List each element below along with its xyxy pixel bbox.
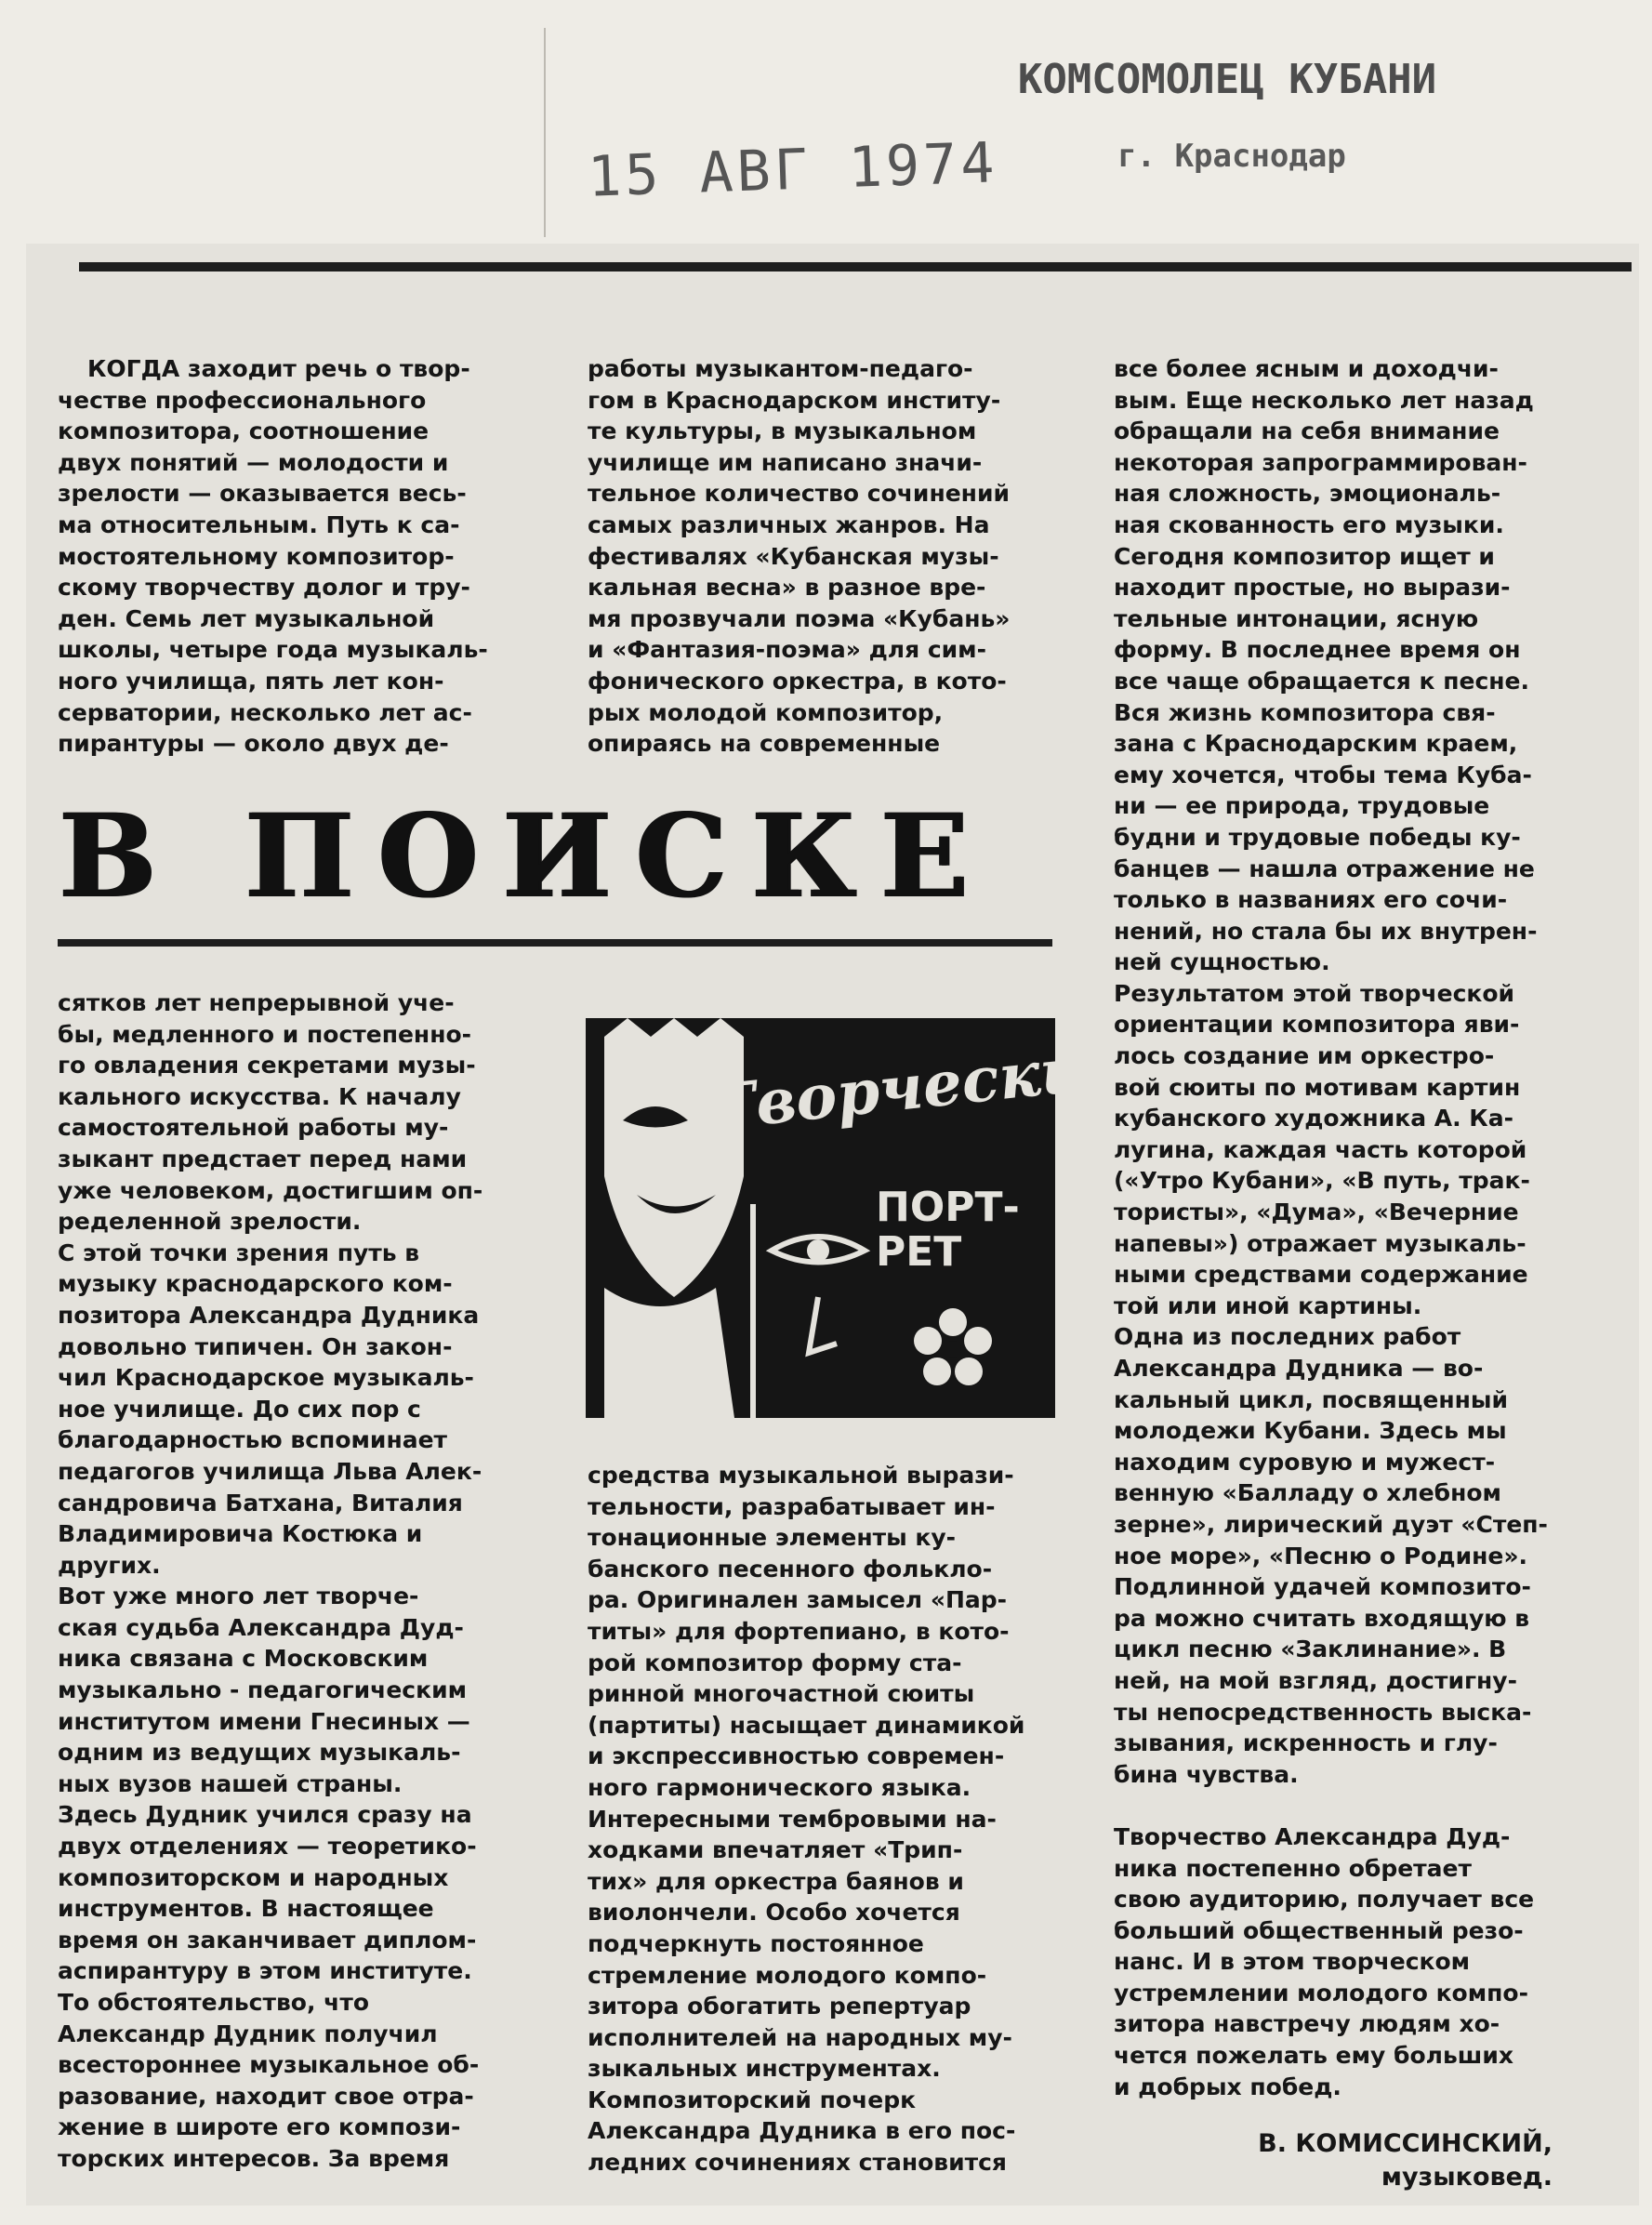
date-stamp: 15 АВГ 1974 xyxy=(586,130,999,210)
column-1-bottom: сятков лет непрерывной уче- бы, медленного и постепенно- го овладения секретами музы- кального искусства. К началу самостоятельной работы му- зыкант предстает перед нами уже человеком, достигшим оп- ределенной зрелости. С этой точки зрения путь в музыку краснодарского ком- позитора Александра Дудника довольно типичен. Он закон- чил Краснодарское музыкаль- ное училище. До сих пор с благодарностью вспоминает педагогов училища Льва Алек- сандровича Батхана, Виталия Владимировича Костюка и других. Вот уже много лет творче- ская судьба Александра Дуд- ника связана с Московским музыкально - педагогическим институтом имени Гнесиных — одним из ведущих музыкаль- ных вузов нашей страны. Здесь Дудник учился сразу на двух отделениях — теоретико- композиторском и народных инструментов. В настоящее время он заканчивает диплом- аспирантуру в этом институте. То обстоятельство, что Александр Дудник получил всестороннее музыкальное об- разование, находит свое отра- жение в широте его компози- торских интересов. За время xyxy=(58,989,483,2172)
rubric-subtitle: ПОРТ- РЕТ xyxy=(876,1184,1020,1276)
top-rule xyxy=(79,262,1632,272)
flower-icon xyxy=(911,1306,995,1390)
signature xyxy=(1218,2127,1553,2194)
rubric-title: Творческий xyxy=(707,1027,1133,1145)
column-2-top: работы музыкантом-педаго- гом в Краснодарском институ- те культуры, в музыкальном училище им написано значи- тельное количество сочинений самых различных жанров. На фестивалях «Кубанская музы- кальная весна» в разное вре- мя прозвучали поэма «Кубань» и «Фантазия-поэма» для сим- фонического оркестра, в кото- рых молодой композитор, опираясь на современные xyxy=(588,355,1011,758)
rubric-logo xyxy=(586,1018,1133,1418)
column-1-top: КОГДА заходит речь о твор- честве профессионального композитора, соотношение двух понятий — молодости и зрелости — оказывается весь- ма относительным. Путь к са- мостоятельному композитор- скому творчеству долог и тру- ден. Семь лет музыкальной школы, четыре года музыкаль- ного училища, пять лет кон- серватории, несколько лет ас- пирантуры — около двух де- xyxy=(58,355,488,758)
column-2-bottom: средства музыкальной вырази- тельности, разрабатывает ин- тонационные элементы ку- банского песенного фольклo- ра. Оригинален замысел «Пар- титы» для фортепиано, в кото- рой композитор форму ста- ринной многочастной сюиты (партиты) насыщает динамикой и экспрессивностью современ- ного гармонического языка. Интересными тембровыми на- ходками впечатляет «Трип- тих» для оркестра баянов и виолончели. Особо хочется подчеркнуть постоянное стремление молодого компо- зитора обогатить репертуар исполнителей на народных му- зыкальных инструментах. Композиторский почерк Александра Дудника в его пос- ледних сочинениях становится xyxy=(588,1462,1025,2177)
column-3: все более ясным и доходчи- вым. Еще несколько лет назад обращали на себя внимание некоторая запрограммирован- ная сложность, эмоциональ- ная скованность его музыки. Сегодня композитор ищет и находит простые, но вырази- тельные интонации, ясную форму. В последнее время он все чаще обращается к песне. Вся жизнь композитора свя- зана с Краснодарским краем, ему хочется, чтобы тема Куба- ни — ее природа, трудовые будни и трудовые победы ку- банцев — нашла отражение не только в названиях его сочи- нений, но стала бы их внутрен- ней сущностью. Результатом этой творческой ориентации композитора яви- лось создание им оркестро- вой сюиты по мотивам картин кубанского художника А. Ка- лугина, каждая часть которой («Утро Кубани», «В путь, трак- тористы», «Дума», «Вечерние напевы») отражает музыкаль- ными средствами содержание той или иной картины. Одна из последних работ Александра Дудника — во- кальный цикл, посвященный молодежи Кубани. Здесь мы находим суровую и мужест- венную «Балладу о хлебном зерне», лирический дуэт «Степ- ное море», «Песню о Родине». Подлинной удачей композито- ра можно считать входящую в цикл песню «Заклинание». В ней, на мой взгляд, достигну- ты непосредственность выска- зывания, искренность и глу- бина чувства. Творчество Александра Дуд- ника постепенно обретает свою аудиторию, получает все больший общественный резо- нанс. И в этом творческом устремлении молодого компо- зитора навстречу людям хо- чется пожелать ему больших и добрых побед. xyxy=(1114,355,1548,2100)
newspaper-stamp: КОМСОМОЛЕЦ КУБАНИ xyxy=(1017,56,1437,103)
city-stamp: г. Краснодар xyxy=(1117,138,1346,175)
headline-rule xyxy=(58,939,1052,947)
author-name: В. КОМИССИНСКИЙ, xyxy=(1258,2129,1553,2158)
headline: В ПОИСКЕ xyxy=(58,789,992,924)
author-title: музыковед. xyxy=(1381,2163,1553,2192)
